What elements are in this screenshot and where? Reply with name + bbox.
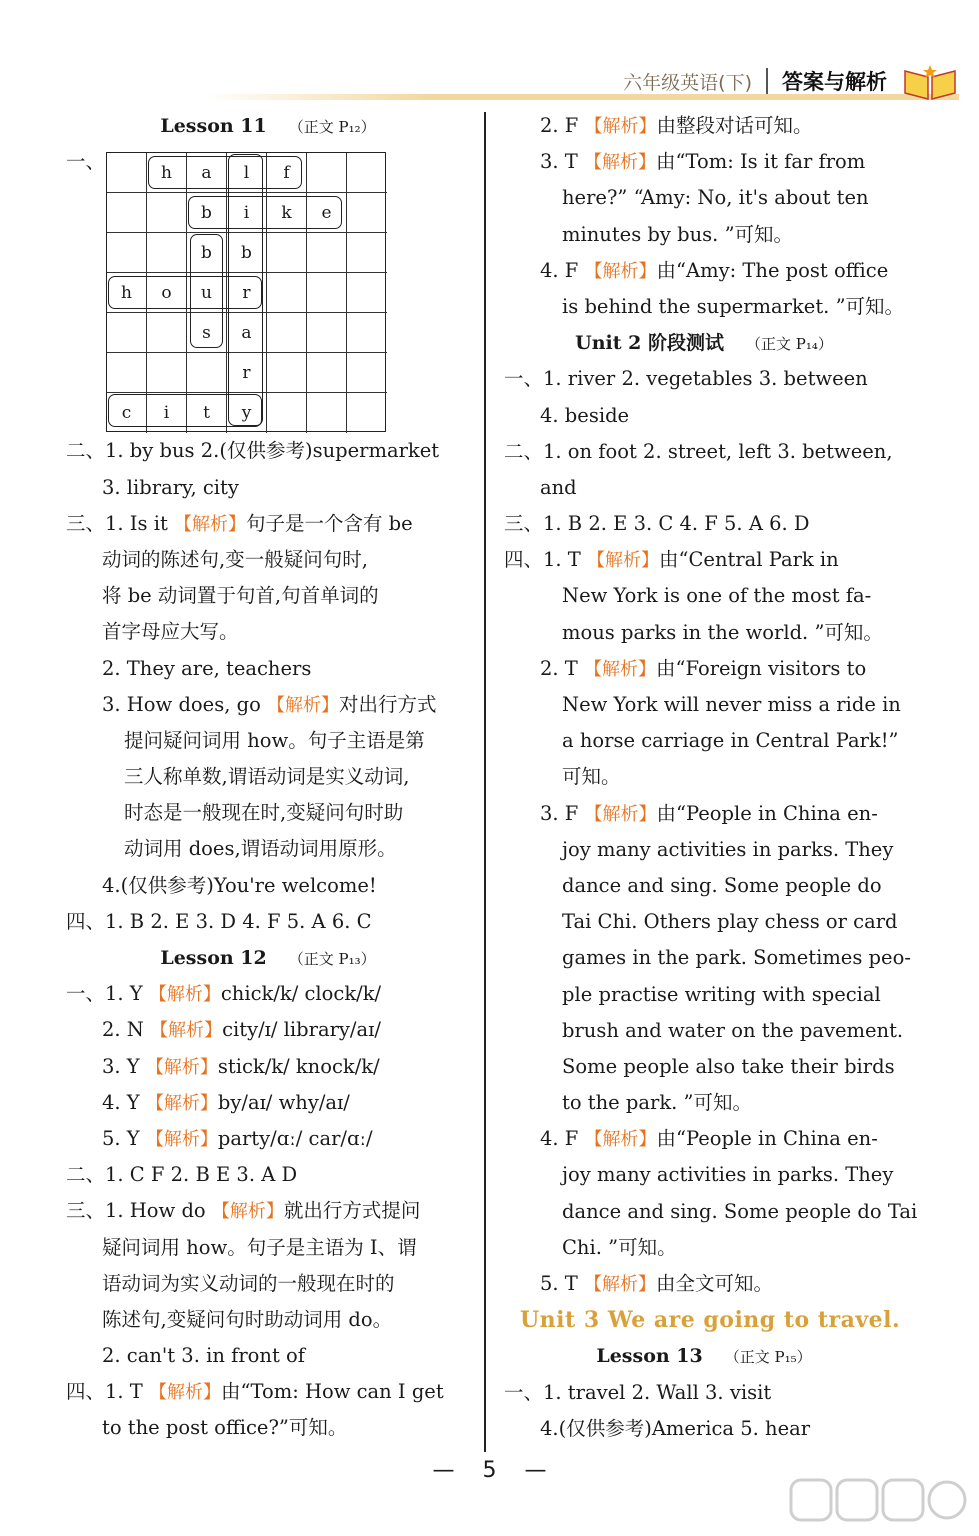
crossword-cell: e — [307, 193, 347, 233]
answer-line: and — [540, 475, 577, 499]
analysis-line: joy many activities in parks. They — [562, 837, 894, 861]
answer-text: 四、1. T — [66, 1380, 150, 1404]
analysis-line: dance and sing. Some people do — [562, 873, 882, 897]
analysis-text: 句子是一个含有 be — [245, 511, 413, 535]
analysis-line: 时态是一般现在时,变疑问句时助 — [124, 801, 404, 825]
answer-text: 4. F — [540, 258, 585, 282]
answer-line — [504, 253, 904, 289]
unit-3-heading: Unit 3 We are going to travel. — [520, 1307, 901, 1334]
answer-line: 一、1. travel 2. Wall 3. visit — [504, 1380, 772, 1404]
analysis-tag: 【解析】 — [211, 1201, 284, 1223]
analysis-tag: 【解析】 — [584, 1129, 657, 1151]
crossword-cell: k — [267, 193, 307, 233]
analysis-line: Chi. ”可知。 — [562, 1235, 677, 1259]
answer-line — [504, 542, 904, 578]
open-book-icon — [901, 61, 959, 101]
header-grade: 六年级英语(下) — [623, 71, 752, 94]
answer-text: 三、1. Is it — [66, 511, 174, 535]
answer-text: 2. T — [540, 656, 585, 680]
analysis-text: by/aɪ/ why/aɪ/ — [217, 1090, 350, 1114]
answer-text: 3. How does, go — [102, 692, 268, 716]
analysis-tag: 【解析】 — [148, 984, 221, 1006]
analysis-tag: 【解析】 — [149, 1382, 222, 1404]
analysis-text: 由“People in China en- — [656, 1127, 878, 1151]
analysis-line: 动词的陈述句,变一般疑问句时, — [102, 547, 368, 571]
analysis-text: chick/k/ clock/k/ — [220, 982, 382, 1006]
analysis-text: 由整段对话可知。 — [656, 114, 813, 137]
page-number-value: 5 — [482, 1458, 497, 1483]
section-number: 一、 — [66, 150, 106, 174]
column-divider — [484, 112, 486, 1452]
answer-line — [66, 1085, 470, 1121]
answer-line — [504, 1121, 904, 1157]
lesson-ref: （正文 P₁₅） — [724, 1348, 812, 1367]
analysis-tag: 【解析】 — [584, 260, 657, 282]
answer-line — [504, 796, 904, 832]
answer-line — [66, 1049, 470, 1085]
crossword-cell: t — [187, 393, 227, 433]
analysis-line: 提问疑问词用 how。句子主语是第 — [124, 728, 425, 752]
unit-2-test-heading — [504, 325, 904, 361]
answer-text: 3. F — [540, 801, 585, 825]
answer-text: 四、1. T — [504, 548, 588, 572]
analysis-line: 首字母应大写。 — [102, 620, 239, 644]
answer-text: 一、1. Y — [66, 982, 149, 1006]
lesson-ref: （正文 P₁₄） — [745, 335, 833, 354]
right-column — [504, 108, 918, 1447]
lesson-11-heading — [66, 108, 470, 144]
analysis-line: minutes by bus. ”可知。 — [562, 222, 794, 246]
answer-line: 2. can't 3. in front of — [102, 1344, 305, 1368]
analysis-tag: 【解析】 — [150, 1020, 223, 1042]
crossword-cell: b — [227, 233, 267, 273]
analysis-tag: 【解析】 — [584, 658, 657, 680]
lesson-12-heading — [66, 940, 470, 976]
analysis-tag: 【解析】 — [587, 550, 660, 572]
analysis-line: is behind the supermarket. ”可知。 — [562, 294, 905, 318]
crossword-cell: u — [187, 273, 227, 313]
answer-line — [66, 687, 470, 723]
analysis-line: 三人称单数,谓语动词是实义动词, — [124, 765, 410, 789]
crossword-cell: b — [187, 233, 227, 273]
answer-text: 4. F — [540, 1127, 585, 1151]
analysis-line: to the park. ”可知。 — [562, 1091, 753, 1115]
dash-right: — — [524, 1458, 547, 1483]
analysis-text: city/ɪ/ library/aɪ/ — [222, 1018, 381, 1042]
answer-line: 2. They are, teachers — [102, 656, 312, 680]
answer-line — [66, 976, 470, 1012]
answer-line: 二、1. C F 2. B E 3. A D — [66, 1163, 298, 1187]
analysis-line: 陈述句,变疑问句时助动词用 do。 — [102, 1307, 393, 1331]
analysis-tag: 【解析】 — [173, 513, 246, 535]
analysis-line: mous parks in the world. ”可知。 — [562, 620, 883, 644]
analysis-line: games in the park. Sometimes peo- — [562, 946, 911, 970]
lesson-title: Lesson 13 — [596, 1345, 703, 1368]
answer-line: 三、1. B 2. E 3. C 4. F 5. A 6. D — [504, 512, 810, 536]
crossword-cell: a — [187, 153, 227, 193]
answer-line: 四、1. B 2. E 3. D 4. F 5. A 6. C — [66, 909, 372, 933]
analysis-tag: 【解析】 — [584, 116, 657, 137]
answer-line — [66, 506, 470, 542]
answer-line — [66, 1374, 470, 1410]
analysis-text: 由“Tom: Is it far from — [656, 150, 866, 174]
answer-line — [504, 144, 904, 180]
analysis-line: Tai Chi. Others play chess or card — [562, 910, 898, 934]
page-header — [623, 56, 959, 106]
analysis-text: 对出行方式 — [339, 692, 437, 716]
answer-line — [66, 1193, 470, 1229]
crossword-cell: i — [147, 393, 187, 433]
analysis-line: brush and water on the pavement. — [562, 1018, 904, 1042]
watermark-logo-icon — [789, 1476, 969, 1532]
analysis-line: 可知。 — [562, 765, 621, 789]
analysis-tag: 【解析】 — [267, 694, 340, 716]
answer-text: 5. Y — [102, 1126, 146, 1150]
analysis-line: Some people also take their birds — [562, 1054, 895, 1078]
crossword-cell: i — [227, 193, 267, 233]
crossword-cell: c — [107, 393, 147, 433]
lesson-title: Lesson 12 — [160, 947, 267, 969]
answer-text: 3. Y — [102, 1054, 146, 1078]
analysis-tag: 【解析】 — [584, 803, 657, 825]
analysis-text: stick/k/ knock/k/ — [217, 1054, 380, 1078]
analysis-line: 动词用 does,谓语动词用原形。 — [124, 837, 397, 861]
answer-text: 三、1. How do — [66, 1199, 212, 1223]
analysis-text: 由“Foreign visitors to — [656, 656, 867, 680]
analysis-line: joy many activities in parks. They — [562, 1163, 894, 1187]
crossword-cell: h — [147, 153, 187, 193]
answer-line: 一、1. river 2. vegetables 3. between — [504, 367, 868, 391]
answer-text: 3. T — [540, 150, 585, 174]
lesson-13-heading — [504, 1338, 904, 1374]
answer-line — [504, 651, 904, 687]
analysis-line: ple practise writing with special — [562, 982, 881, 1006]
answer-text: 5. T — [540, 1272, 585, 1295]
answer-line — [66, 1121, 470, 1157]
analysis-text: 由“People in China en- — [656, 801, 878, 825]
crossword-cell: r — [227, 273, 267, 313]
answer-line: 二、1. by bus 2.(仅供参考)supermarket — [66, 439, 440, 463]
analysis-line: to the post office?”可知。 — [102, 1416, 348, 1440]
crossword-spacer — [66, 180, 470, 433]
analysis-line: dance and sing. Some people do Tai — [562, 1199, 918, 1223]
section-one-label — [66, 144, 470, 180]
analysis-text: 由“Amy: The post office — [656, 258, 889, 282]
answer-line: 4. beside — [540, 403, 630, 427]
crossword-cell: l — [227, 153, 267, 193]
analysis-line: New York will never miss a ride in — [562, 693, 901, 716]
analysis-text: party/ɑː/ car/ɑː/ — [217, 1126, 373, 1150]
answer-line — [504, 1266, 904, 1302]
answer-text: 2. N — [102, 1018, 151, 1042]
header-separator — [766, 68, 768, 94]
answer-line: 3. library, city — [102, 475, 239, 499]
analysis-line: here?” “Amy: No, it's about ten — [562, 186, 869, 210]
analysis-line: New York is one of the most fa- — [562, 584, 872, 608]
answer-line — [504, 108, 904, 144]
analysis-line: 疑问词用 how。句子是主语为 I、谓 — [102, 1235, 417, 1259]
analysis-text: 由“Tom: How can I get — [221, 1380, 444, 1404]
analysis-text: 就出行方式提问 — [283, 1199, 421, 1223]
analysis-text: 由“Central Park in — [659, 548, 839, 572]
section-title: Unit 2 阶段测试 — [575, 332, 724, 355]
answer-line: 4.(仅供参考)You're welcome! — [102, 873, 377, 897]
crossword-cell: h — [107, 273, 147, 313]
analysis-tag: 【解析】 — [145, 1128, 218, 1150]
answer-line — [66, 1012, 470, 1048]
analysis-line: a horse carriage in Central Park!” — [562, 729, 899, 753]
crossword-cell: a — [227, 313, 267, 353]
crossword-cell: s — [187, 313, 227, 353]
lesson-ref: （正文 P₁₂） — [288, 118, 376, 136]
analysis-tag: 【解析】 — [145, 1056, 218, 1078]
lesson-ref: （正文 P₁₃） — [288, 950, 376, 968]
crossword-cell: o — [147, 273, 187, 313]
analysis-line: 将 be 动词置于句首,句首单词的 — [102, 584, 379, 608]
analysis-tag: 【解析】 — [584, 1274, 657, 1295]
crossword-cell: y — [227, 393, 267, 433]
analysis-text: 由全文可知。 — [656, 1272, 774, 1295]
answer-text: 2. F — [540, 114, 585, 137]
header-title: 答案与解析 — [782, 70, 887, 94]
answer-text: 4. Y — [102, 1090, 146, 1114]
crossword-cell: f — [267, 153, 307, 193]
lesson-title: Lesson 11 — [160, 115, 267, 137]
left-column — [66, 108, 470, 1447]
dash-left: — — [432, 1458, 455, 1483]
answer-line: 二、1. on foot 2. street, left 3. between, — [504, 439, 893, 463]
analysis-line: 语动词为实义动词的一般现在时的 — [102, 1271, 395, 1295]
answer-line: 4.(仅供参考)America 5. hear — [540, 1416, 811, 1440]
analysis-tag: 【解析】 — [584, 152, 657, 174]
crossword-cell: b — [187, 193, 227, 233]
analysis-tag: 【解析】 — [145, 1092, 218, 1114]
crossword-cell: r — [227, 353, 267, 393]
